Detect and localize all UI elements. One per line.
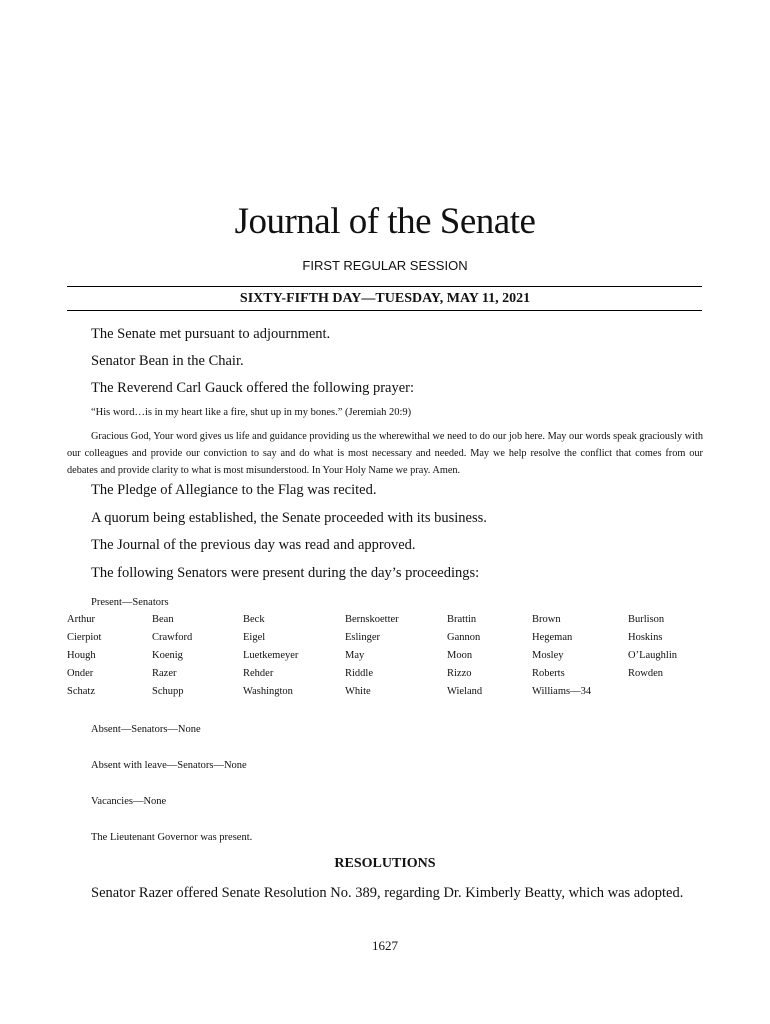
senator-name: White xyxy=(345,686,371,697)
session-label: FIRST REGULAR SESSION xyxy=(302,258,468,273)
senator-name: Hough xyxy=(67,650,96,661)
bottom-rule xyxy=(67,310,702,311)
senator-name: Riddle xyxy=(345,668,373,679)
senator-name: Beck xyxy=(243,614,265,625)
prayer-text: Gracious God, Your word gives us life and guidance providing us the wherewithal we need to do our job here. May our words speak graciously with our colleagues and provide our conviction to say and do what is most necessary and needed. May we help resolve the conflict that comes from our debates and provide clarity to what is most misunderstood. In Your Holy Name we pray. Amen. xyxy=(67,431,703,476)
senator-name: Brown xyxy=(532,614,561,625)
senator-name: Moon xyxy=(447,650,473,661)
senator-roster xyxy=(67,614,707,704)
senator-name: Roberts xyxy=(532,668,565,679)
paragraph-journal-approved: The Journal of the previous day was read and approved. xyxy=(91,537,416,553)
senator-name: Razer xyxy=(152,668,177,679)
senator-name: Eigel xyxy=(243,632,266,643)
absent-line: Absent—Senators—None xyxy=(91,724,201,735)
senator-name: Washington xyxy=(243,686,293,697)
paragraph-pledge: The Pledge of Allegiance to the Flag was recited. xyxy=(91,482,377,498)
senator-name: Brattin xyxy=(447,614,477,625)
scripture-verse: “His word…is in my heart like a fire, shut up in my bones.” (Jeremiah 20:9) xyxy=(91,407,412,418)
paragraph-prayer-intro: The Reverend Carl Gauck offered the following prayer: xyxy=(91,380,415,396)
senator-name: Cierpiot xyxy=(67,632,102,643)
senator-name: Luetkemeyer xyxy=(243,650,299,661)
journal-title: Journal of the Senate xyxy=(234,201,536,242)
senator-name: Wieland xyxy=(447,686,483,697)
senator-name: Eslinger xyxy=(345,632,380,643)
resolutions-heading: RESOLUTIONS xyxy=(334,856,436,871)
senator-name: Crawford xyxy=(152,632,193,643)
resolution-paragraph: Senator Razer offered Senate Resolution No. 389, regarding Dr. Kimberly Beatty, which was adopted. xyxy=(91,885,684,901)
present-label: Present—Senators xyxy=(91,597,169,608)
senator-name: Burlison xyxy=(628,614,665,625)
senator-name: Hegeman xyxy=(532,632,573,643)
senator-name: Williams—34 xyxy=(532,686,592,697)
senator-name: Bernskoetter xyxy=(345,614,399,625)
senator-name: Schupp xyxy=(152,686,184,697)
senator-name: May xyxy=(345,650,365,661)
senator-name: Koenig xyxy=(152,650,183,661)
senator-name: Mosley xyxy=(532,650,564,661)
day-heading: SIXTY-FIFTH DAY—TUESDAY, MAY 11, 2021 xyxy=(239,291,531,306)
vacancies-line: Vacancies—None xyxy=(91,796,167,807)
senator-name: Schatz xyxy=(67,686,95,697)
senator-name: Rehder xyxy=(243,668,274,679)
senator-name: Rowden xyxy=(628,668,663,679)
senator-name: Hoskins xyxy=(628,632,663,643)
lt-governor-line: The Lieutenant Governor was present. xyxy=(91,832,253,843)
senator-name: Rizzo xyxy=(447,668,472,679)
page-number: 1627 xyxy=(372,938,398,953)
paragraph-adjournment: The Senate met pursuant to adjournment. xyxy=(91,326,331,342)
senator-name: Gannon xyxy=(447,632,481,643)
absent-with-leave-line: Absent with leave—Senators—None xyxy=(91,760,247,771)
senator-name: Onder xyxy=(67,668,94,679)
senator-name: Arthur xyxy=(67,614,95,625)
senator-name: O’Laughlin xyxy=(628,650,677,661)
senator-name: Bean xyxy=(152,614,174,625)
paragraph-quorum: A quorum being established, the Senate proceeded with its business. xyxy=(91,510,487,526)
paragraph-present-intro: The following Senators were present during the day’s proceedings: xyxy=(91,565,480,581)
paragraph-chair: Senator Bean in the Chair. xyxy=(91,353,244,369)
top-rule xyxy=(67,286,702,287)
